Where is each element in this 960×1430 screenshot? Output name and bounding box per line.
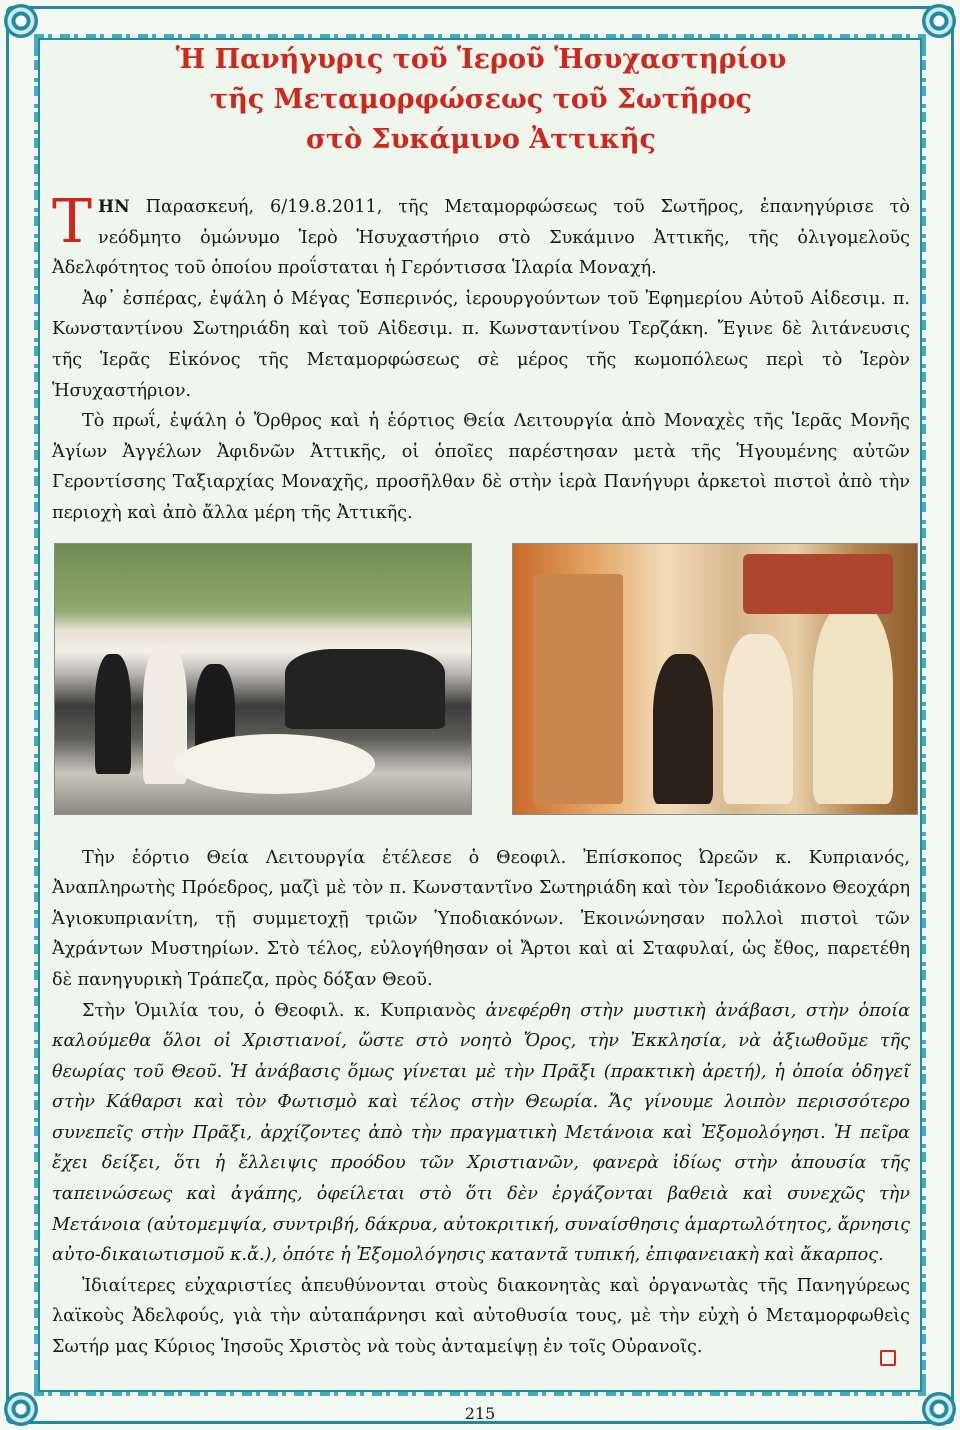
end-of-article-icon — [880, 1350, 896, 1366]
article-title — [52, 40, 910, 160]
paragraph-3: Τὸ πρωΐ, ἐψάλη ὁ Ὄρθρος καὶ ἡ ἑόρτιος Θεία Λειτουργία ἀπὸ Μοναχὲς τῆς Ἱερᾶς Μονῆς Ἁγίων Ἀγγέλων Ἀφιδνῶν Ἀττικῆς, οἱ ὁποῖες παρέστησαν μετὰ τῆς Ἡγουμένης αὐτῶν Γεροντίσσης Ταξιαρχίας Μοναχῆς, προσῆλθαν δὲ στὴν ἱερὰ Πανήγυρι ἀρκετοὶ πιστοὶ ἀπὸ τὴν περιοχὴ καὶ ἀπὸ ἄλλα μέρη τῆς Ἀττικῆς. — [52, 411, 910, 523]
paragraph-2: Ἀφ᾽ ἑσπέρας, ἐψάλη ὁ Μέγας Ἑσπερινός, ἱερουργούντων τοῦ Ἐφημερίου Αὐτοῦ Αἰδεσιμ. π. Κωνσταντίνου Σωτηριάδη καὶ τοῦ Αἰδεσιμ. π. Κωνσταντίνου Τερζάκη. Ἔγινε δὲ λιτάνευσις τῆς Ἱερᾶς Εἰκόνος τῆς Μεταμορφώσεως σὲ μέρος τῆς κωμοπόλεως περὶ τὸ Ἱερὸν Ἡσυχαστήριον. — [52, 288, 910, 401]
paragraph-4: Τὴν ἑόρτιο Θεία Λειτουργία ἐτέλεσε ὁ Θεοφιλ. Ἐπίσκοπος Ὠρεῶν κ. Κυπριανός, Ἀναπληρωτὴς Πρόεδρος, μαζὶ μὲ τὸν π. Κωνσταντῖνο Σωτηριάδη καὶ τὸν Ἱεροδιάκονο Θεοχάρη Ἁγιοκυπριανίτη, τῇ συμμετοχῇ τριῶν Ὑποδιακόνων. Ἐκοινώνησαν πολλοὶ πιστοὶ τῶν Ἀχράντων Μυστηρίων. Στὸ τέλος, εὐλογήθησαν οἱ Ἄρτοι καὶ αἱ Σταφυλαί, ὡς ἔθος, παρετέθη δὲ πανηγυρικὴ Τράπεζα, πρὸς δόξαν Θεοῦ. — [52, 847, 910, 990]
title-line-2: τῆς Μεταμορφώσεως τοῦ Σωτῆρος — [210, 84, 752, 115]
title-line-3: στὸ Συκάμινο Ἀττικῆς — [306, 124, 656, 155]
photo-row — [52, 543, 910, 833]
paragraph-1 — [52, 187, 910, 284]
paragraph-6: Ἰδιαίτερες εὐχαριστίες ἀπευθύνονται στοὺς διακονητὰς καὶ ὀργανωτὰς τῆς Πανηγύρεως λαϊκοὺς Ἀδελφούς, γιὰ τὴν αὐταπάρνησι καὶ αὐτοθυσία τους, μὲ τὴν εὐχὴ ὁ Μεταμορφωθεὶς Σωτήρ μας Κύριος Ἰησοῦς Χριστὸς νὰ τοὺς ἀνταμείψῃ ἐν τοῖς Οὐρανοῖς. — [52, 1275, 910, 1358]
corner-ornament-icon — [922, 4, 956, 38]
church-interior-photo — [512, 543, 918, 815]
article-body — [52, 187, 911, 1363]
corner-ornament-icon — [4, 4, 38, 38]
drop-cap: Τ — [52, 187, 93, 257]
title-line-1: Ἡ Πανήγυρις τοῦ Ἱεροῦ Ἡσυχαστηρίου — [175, 44, 787, 75]
article — [52, 40, 910, 1363]
paragraph-1-text: Παρασκευή, 6/19.8.2011, τῆς Μεταμορφώσεως τοῦ Σωτῆρος, ἐπανηγύρισε τὸ νεόδμητο ὁμώνυμο Ἱερὸ Ἡσυχαστήριο στὸ Συκάμινο Ἀττικῆς, τῆς ὀλιγομελοῦς Ἀδελφότητος τοῦ ὁποίου προΐσταται ἡ Γερόντισσα Ἱλαρία Μοναχή. — [52, 197, 910, 279]
outdoor-blessing-photo — [54, 543, 472, 815]
page-number: 215 — [464, 1404, 496, 1423]
paragraph-5-intro: Στὴν Ὁμιλία του, ὁ Θεοφιλ. κ. Κυπριανὸς — [82, 1000, 486, 1021]
lead-caps: ΗΝ — [98, 197, 130, 217]
paragraph-5 — [52, 996, 910, 1271]
homily-summary: ἀνεφέρθη στὴν μυστικὴ ἀνάβασι, στὴν ὁποία καλούμεθα ὅλοι οἱ Χριστιανοί, ὥστε στὸ νοητὸ Ὄρος, τὴν Ἐκκλησία, νὰ ἀξιωθοῦμε τῆς θεωρίας τοῦ Θεοῦ. Ἡ ἀνάβασις ὅμως γίνεται μὲ τὴν Πρᾶξι (πρακτικὴ ἀρετή), ἡ ὁποία ὁδηγεῖ στὴν Κάθαρσι καὶ τὸν Φωτισμὸ καὶ τέλος στὴν Θεωρία. Ἄς γίνουμε λοιπὸν περισσότερο συνεπεῖς στὴν Πρᾶξι, ἀρχίζοντες ἀπὸ τὴν πραγματικὴ Μετάνοια καὶ Ἐξομολόγησι. Ἡ πεῖρα ἔχει δείξει, ὅτι ἡ ἔλλειψις προόδου τῶν Χριστιανῶν, φανερὰ ἰδίως στὴν ἀπουσία τῆς ταπεινώσεως καὶ ἀγάπης, ὀφείλεται στὸ ὅτι δὲν ἐργάζονται βαθειὰ καὶ συνεχῶς τὴν Μετάνοια (αὐτομεμψία, συντριβή, δάκρυα, αὐτοκριτική, συναίσθησις ἁμαρτωλότητος, ἄρνησις αὐτο-δικαιωτισμοῦ κ.ἄ.), ὁπότε ἡ Ἐξομολόγησις καταντᾶ τυπική, ἐπιφανειακὴ καὶ ἄκαρπος. — [52, 1000, 911, 1266]
